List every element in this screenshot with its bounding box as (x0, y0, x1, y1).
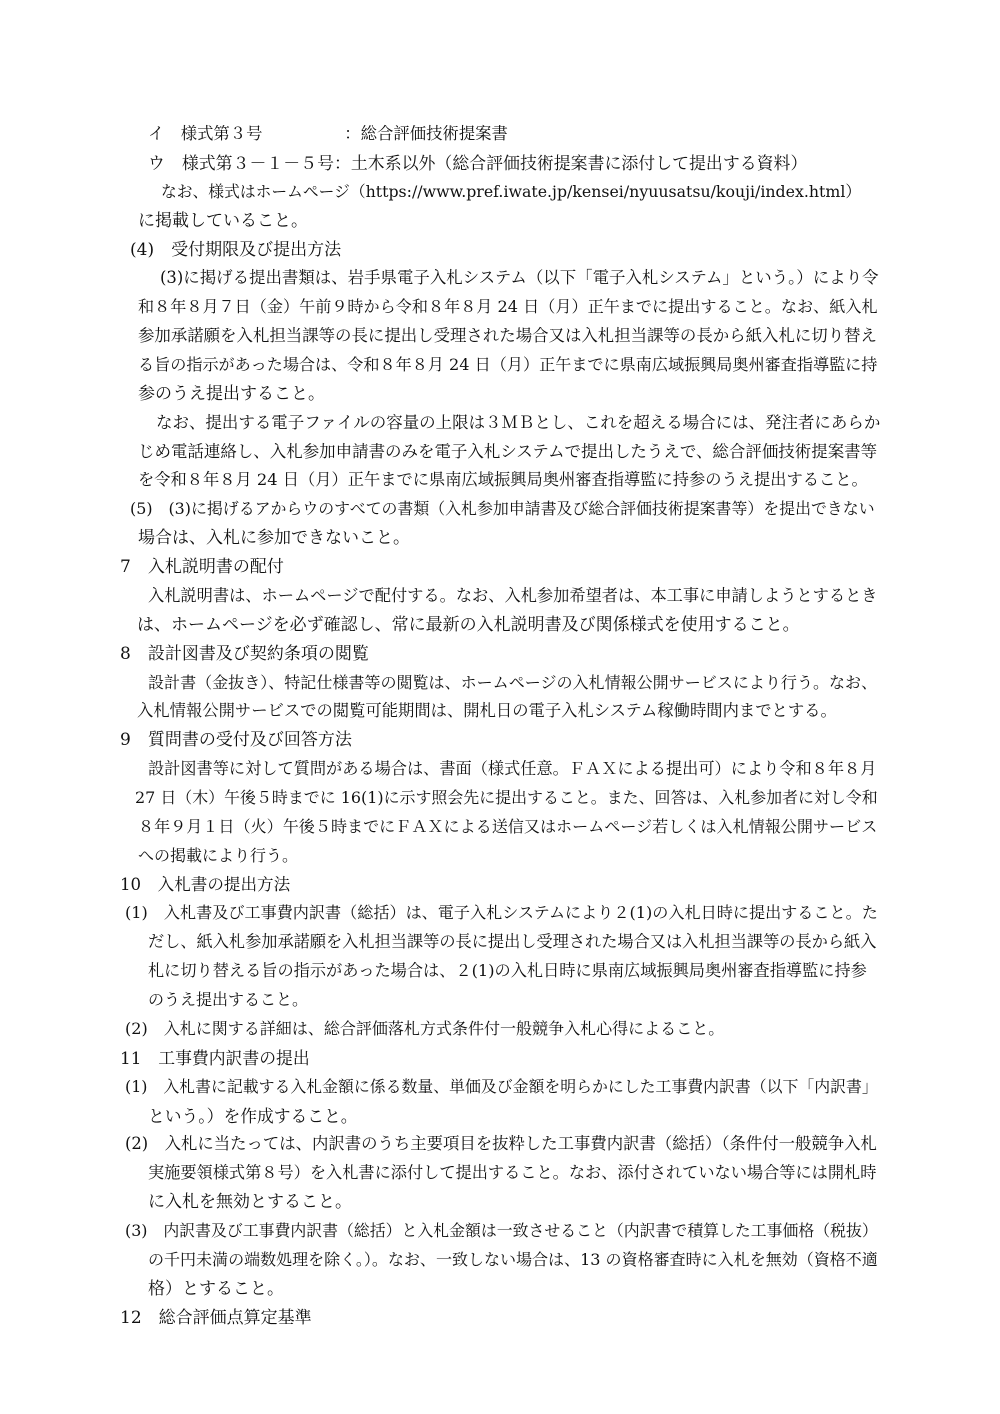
text-line: 格）とすること。 (148, 1279, 284, 1299)
text-line: ８年９月１日（火）午後５時までにＦＡＸによる送信又はホームページ若しくは入札情報公開サービス (138, 817, 878, 836)
text-line: 27 日（木）午後５時までに 16(1)に示す照会先に提出すること。また、回答は、入札参加者に対し令和 (135, 788, 878, 807)
text-line: の千円未満の端数処理を除く。）。なお、一致しない場合は、13 の資格審査時に入札を無効（資格不適 (148, 1250, 878, 1269)
text-line: 設計図書等に対して質問がある場合は、書面（様式任意。ＦＡＸによる提出可）により令和８年８月 (148, 759, 877, 778)
text-line: 入札説明書は、ホームページで配付する。なお、入札参加希望者は、本工事に申請しようとするとき (148, 586, 878, 605)
text-line: 和８年８月７日（金）午前９時から令和８年８月 24 日（月）正午までに提出すること。なお、紙入札 (138, 297, 878, 316)
section-heading: (5) (3)に掲げるアからウのすべての書類（入札参加申請書及び総合評価技術提案書等）を提出できない (130, 499, 875, 518)
text-line: ウ 様式第３－１－５号：土木系以外（総合評価技術提案書に添付して提出する資料） (148, 153, 808, 173)
text-line: (2) 入札に関する詳細は、総合評価落札方式条件付一般競争入札心得によること。 (125, 1019, 725, 1038)
text-line: だし、紙入札参加承諾願を入札担当課等の長に提出し受理された場合又は入札担当課等の長から紙入 (148, 932, 877, 951)
section-heading: 12 総合評価点算定基準 (120, 1308, 312, 1328)
section-heading: 11 工事費内訳書の提出 (120, 1048, 310, 1068)
text-line: に入札を無効とすること。 (148, 1192, 352, 1212)
text-line: (1) 入札書に記載する入札金額に係る数量、単価及び金額を明らかにした工事費内訳書（以下「内訳書」 (125, 1077, 878, 1096)
text-line: じめ電話連絡し、入札参加申請書のみを電子入札システムで提出したうえで、総合評価技術提案書等 (138, 442, 878, 461)
section-heading: (4) 受付期限及び提出方法 (130, 240, 342, 260)
section-heading: 8 設計図書及び契約条項の閲覧 (120, 644, 369, 664)
text-line: 札に切り替える旨の指示があった場合は、２(1)の入札日時に県南広域振興局奥州審査指導監に持参 (148, 961, 867, 980)
text-line: なお、様式はホームページ（https://www.pref.iwate.jp/kensei/nyuusatsu/kouji/index.html） (161, 182, 862, 201)
section-heading: 7 入札説明書の配付 (120, 557, 284, 577)
text-line: という。）を作成すること。 (148, 1106, 358, 1126)
text-line: 入札情報公開サービスでの閲覧可能期間は、開札日の電子入札システム稼働時間内までとする。 (137, 701, 837, 720)
text-line: のうえ提出すること。 (148, 990, 309, 1009)
text-line: に掲載していること。 (138, 211, 308, 231)
text-line: (2) 入札に当たっては、内訳書のうち主要項目を抜粋した工事費内訳書（総括）（条件付一般競争入札 (125, 1134, 877, 1153)
section-heading: 9 質問書の受付及び回答方法 (120, 730, 352, 750)
text-line: 場合は、入札に参加できないこと。 (138, 528, 410, 548)
text-line: 実施要領様式第８号）を入札書に添付して提出すること。なお、添付されていない場合等には開札時 (148, 1163, 877, 1182)
text-line: 参のうえ提出すること。 (138, 384, 325, 404)
text-line: は、ホームページを必ず確認し、常に最新の入札説明書及び関係様式を使用すること。 (137, 615, 800, 635)
text-line: る旨の指示があった場合は、令和８年８月 24 日（月）正午までに県南広域振興局奥州審査指導監に持 (138, 355, 878, 374)
text-line: イ 様式第３号 ：総合評価技術提案書 (148, 124, 508, 143)
text-line: 参加承諾願を入札担当課等の長に提出し受理された場合又は入札担当課等の長から紙入札に切り替え (138, 326, 877, 345)
text-line: なお、提出する電子ファイルの容量の上限は３ＭＢとし、これを超える場合には、発注者にあらか (156, 413, 881, 432)
text-line: 設計書（金抜き）、特記仕様書等の閲覧は、ホームページの入札情報公開サービスにより行う。なお、 (148, 673, 878, 692)
text-line: (3)に掲げる提出書類は、岩手県電子入札システム（以下「電子入札システム」という。）により令 (160, 268, 879, 287)
text-line: を令和８年８月 24 日（月）正午までに県南広域振興局奥州審査指導監に持参のうえ提出すること。 (138, 470, 868, 489)
section-heading: 10 入札書の提出方法 (120, 875, 291, 894)
text-line: (1) 入札書及び工事費内訳書（総括）は、電子入札システムにより２(1)の入札日時に提出すること。た (125, 903, 878, 922)
text-line: への掲載により行う。 (138, 846, 299, 865)
text-line: (3) 内訳書及び工事費内訳書（総括）と入札金額は一致させること（内訳書で積算した工事価格（税抜） (125, 1221, 878, 1240)
